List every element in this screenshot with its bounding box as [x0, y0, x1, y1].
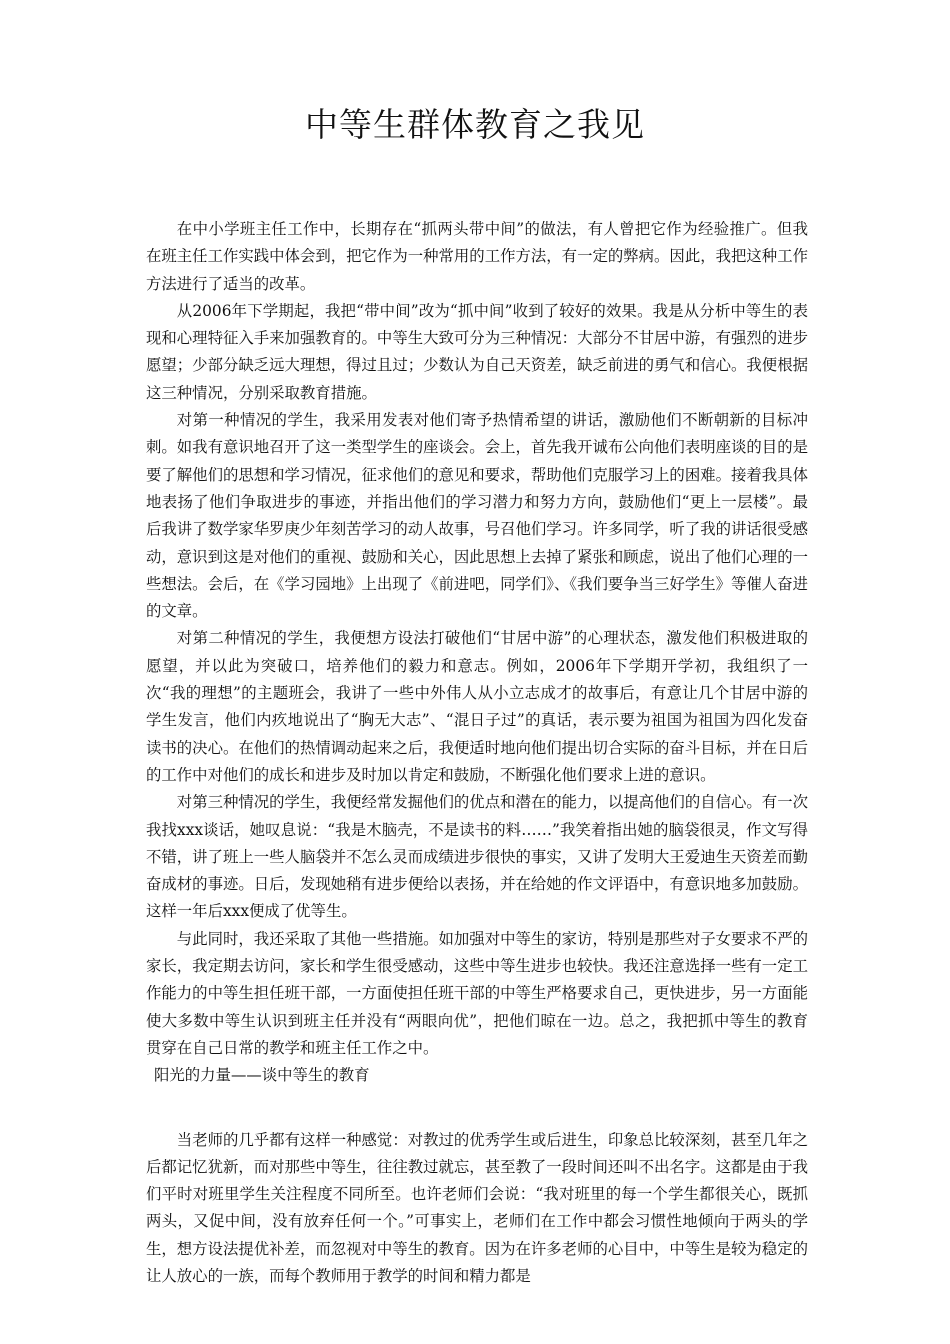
- section-gap: [146, 1090, 808, 1117]
- paragraph: 对第二种情况的学生，我便想方设法打破他们“甘居中游”的心理状态，激发他们积极进取的愿望，并以此为突破口，培养他们的毅力和意志。例如，2006年下学期开学初，我组织了一次“我的理想”的主题班会，我讲了一些中外伟人从小立志成才的故事后，有意让几个甘居中游的学生发言，他们内疚地说出了“胸无大志”、“混日子过”的真话，表示要为祖国为祖国为四化发奋读书的决心。在他们的热情调动起来之后，我便适时地向他们提出切合实际的奋斗目标，并在日后的工作中对他们的成长和进步及时加以肯定和鼓励，不断强化他们要求上进的意识。: [146, 629, 808, 784]
- paragraph: 对第一种情况的学生，我采用发表对他们寄予热情希望的讲话，激励他们不断朝新的目标冲刺。如我有意识地召开了这一类型学生的座谈会。会上，首先我开诚布公向他们表明座谈的目的是要了解他们的思想和学习情况，征求他们的意见和要求，帮助他们克服学习上的困难。接着我具体地表扬了他们争取进步的事迹，并指出他们的学习潜力和努力方向，鼓励他们“更上一层楼”。最后我讲了数学家华罗庚少年刻苦学习的动人故事，号召他们学习。许多同学，听了我的讲话很受感动，意识到这是对他们的重视、鼓励和关心，因此思想上去掉了紧张和顾虑，说出了他们心理的一些想法。会后，在《学习园地》上出现了《前进吧，同学们》、《我们要争当三好学生》等催人奋进的文章。: [146, 411, 808, 621]
- paragraph: 在中小学班主任工作中，长期存在“抓两头带中间”的做法，有人曾把它作为经验推广。但我在班主任工作实践中体会到，把它作为一种常用的工作方法，有一定的弊病。因此，我把这种工作方法进行了适当的改革。: [146, 220, 808, 293]
- section-subheading: 阳光的力量——谈中等生的教育: [154, 1066, 370, 1085]
- paragraph: 当老师的几乎都有这样一种感觉：对教过的优秀学生或后进生，印象总比较深刻，甚至几年之后都记忆犹新，而对那些中等生，往往教过就忘，甚至教了一段时间还叫不出名字。这都是由于我们平时对班里学生关注程度不同所至。也许老师们会说：“我对班里的每一个学生都很关心，既抓两头，又促中间，没有放弃任何一个。”可事实上，老师们在工作中都会习惯性地倾向于两头的学生，想方设法提优补差，而忽视对中等生的教育。因为在许多老师的心目中，中等生是较为稳定的让人放心的一族，而每个教师用于教学的时间和精力都是: [146, 1130, 808, 1285]
- document-title: 中等生群体教育之我见: [305, 105, 645, 144]
- paragraph: 对第三种情况的学生，我便经常发掘他们的优点和潜在的能力，以提高他们的自信心。有一次我找xxx谈话，她叹息说：“我是木脑壳，不是读书的料……”我笑着指出她的脑袋很灵，作文写得不错，讲了班上一些人脑袋并不怎么灵而成绩进步很快的事实，又讲了发明大王爱迪生天资差而勤奋成材的事迹。日后，发现她稍有进步便给以表扬，并在给她的作文评语中，有意识地多加鼓励。这样一年后xxx便成了优等生。: [146, 793, 808, 921]
- document-body: [146, 216, 808, 1290]
- paragraph: 与此同时，我还采取了其他一些措施。如加强对中等生的家访，特别是那些对子女要求不严的家长，我定期去访问，家长和学生很受感动，这些中等生进步也较快。我还注意选择一些有一定工作能力的中等生担任班干部，一方面使担任班干部的中等生严格要求自己，更快进步，另一方面能使大多数中等生认识到班主任并没有“两眼向优”，把他们晾在一边。总之，我把抓中等生的教育贯穿在自己日常的教学和班主任工作之中。: [146, 929, 808, 1057]
- paragraph: 从2006年下学期起，我把“带中间”改为“抓中间”收到了较好的效果。我是从分析中等生的表现和心理特征入手来加强教育的。中等生大致可分为三种情况：大部分不甘居中游，有强烈的进步愿望；少部分缺乏远大理想，得过且过；少数认为自己天资差，缺乏前进的勇气和信心。我便根据这三种情况，分别采取教育措施。: [146, 301, 808, 402]
- section-body: [146, 1127, 808, 1291]
